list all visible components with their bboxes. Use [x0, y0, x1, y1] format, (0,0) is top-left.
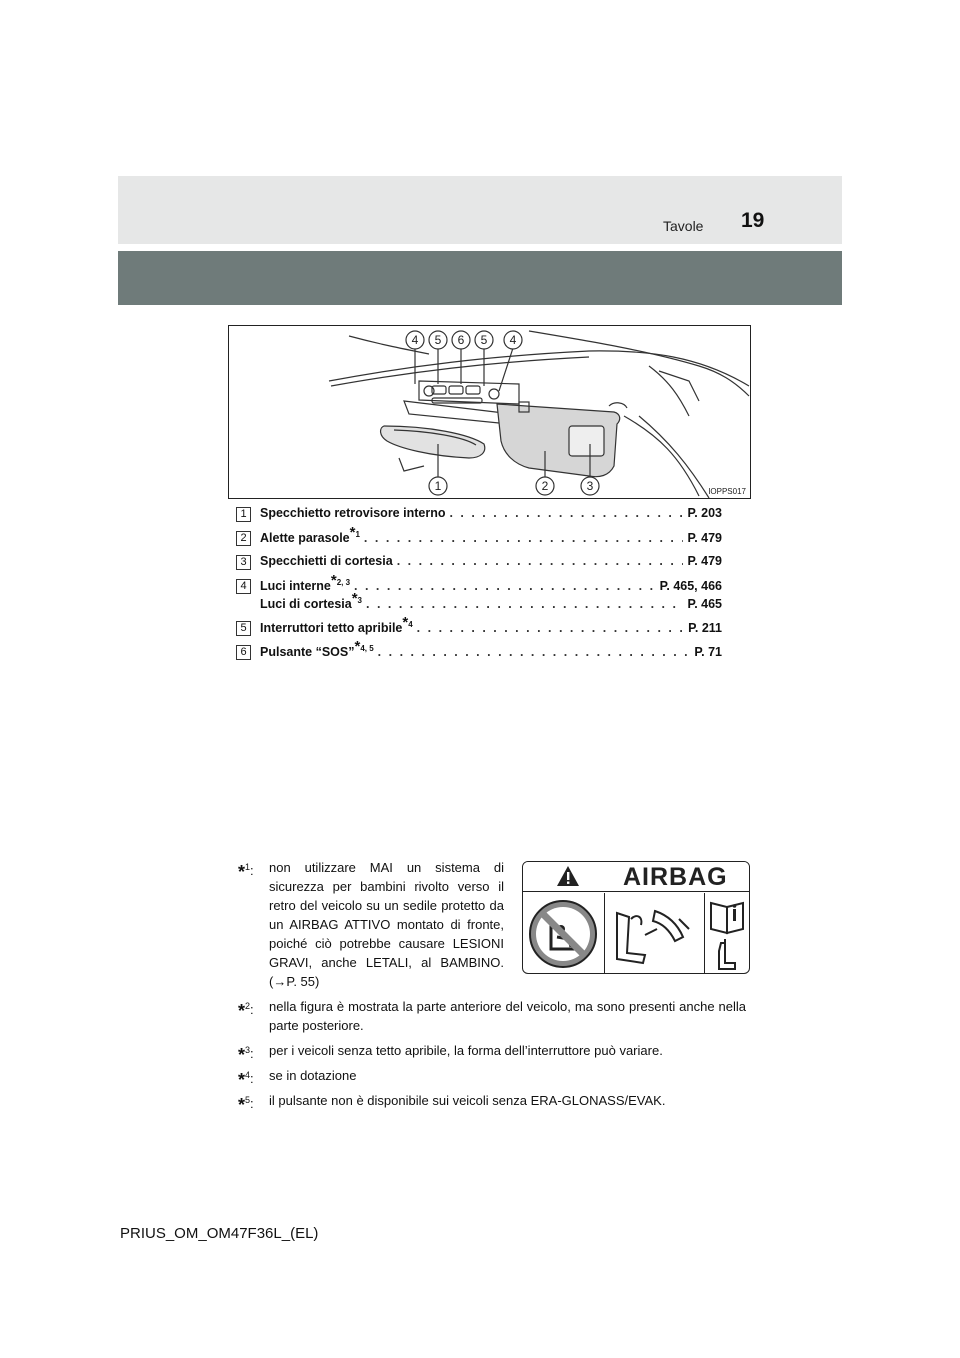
header-band [118, 176, 842, 244]
legend-label: Luci interne [260, 579, 331, 593]
footnote: *$^3$: per i veicoli senza tetto apribile, la forma dell’interruttore può variare. [238, 1041, 746, 1060]
overhead-console-figure [228, 325, 751, 499]
no-rear-facing-child-seat-icon [523, 893, 603, 974]
interior-illustration [229, 326, 751, 499]
legend-item: 5 Interruttori tetto apribile$^{*4}$ . . . P. 211 [236, 618, 722, 640]
legend-number: 6 [236, 645, 251, 660]
legend-number: 1 [236, 507, 251, 522]
legend-item: 2 Alette parasole$^{*1}$ . . . P. 479 [236, 528, 722, 550]
callout-text: 1 [434, 479, 442, 493]
page-reference[interactable]: P. 479 [687, 554, 722, 568]
callout-text: 4 [411, 333, 419, 347]
footnote-number: 1 [245, 862, 251, 872]
legend-number: 3 [236, 555, 251, 570]
header-dark-band [118, 251, 842, 305]
page-reference[interactable]: P. 465, 466 [659, 579, 722, 593]
page-number: 19 [741, 209, 765, 232]
footnote: *$^1$: non utilizzare MAI un sistema di sicurezza per bambini rivolto verso il retro del veicolo su un sedile protetto da un AIRBAG ATTIVO montato di fronte, poiché ciò potrebbe causare LESIONI GRAVI, anche LETALI, al BAMBINO. (→P. 55) [238, 860, 504, 989]
legend-number: 4 [236, 579, 251, 594]
footnote-text: se in dotazione [269, 1068, 357, 1083]
callout-text: 6 [457, 333, 465, 347]
footnote: *$^5$: il pulsante non è disponibile sui veicoli senza ERA-GLONASS/EVAK. [238, 1091, 746, 1110]
page-reference[interactable]: P. 71 [694, 645, 722, 659]
legend-label: Specchietti di cortesia [260, 554, 393, 568]
callout-text: 2 [541, 479, 549, 493]
footnote-text: per i veicoli senza tetto apribile, la forma dell’interruttore può variare. [269, 1043, 663, 1058]
page-reference[interactable]: P. 465 [687, 597, 722, 611]
callout-text: 5 [480, 333, 488, 347]
legend-item: 6 Pulsante “SOS”$^{*4, 5}$ . . . P. 71 [236, 642, 722, 664]
footnote-number: 5 [245, 1095, 251, 1105]
callout-text: 4 [509, 333, 517, 347]
airbag-warning-label [522, 861, 750, 974]
document-code: PRIUS_OM_OM47F36L_(EL) [120, 1225, 319, 1242]
footnote-ref: 1 [355, 530, 360, 539]
callout-text: 3 [586, 479, 594, 493]
footnote: *$^2$: nella figura è mostrata la parte anteriore del veicolo, ma sono presenti anche nella parte posteriore. [238, 999, 746, 1033]
legend-item [236, 552, 722, 574]
figure-code: IOPPS017 [708, 487, 746, 496]
legend-label: Pulsante “SOS” [260, 645, 355, 659]
legend-list [236, 504, 722, 666]
legend-label: Luci di cortesia [260, 597, 352, 611]
legend-item: 4 Luci interne$^{*2, 3}$ . . . P. 465, 466 Luci di cortesia$^{*3}$ . . . P. 465 [236, 576, 722, 616]
footnote-text: nella figura è mostrata la parte anteriore del veicolo, ma sono presenti anche nella parte posteriore. [269, 999, 746, 1033]
page-reference[interactable]: P. 211 [688, 621, 722, 635]
footnote-ref: 4 [408, 620, 413, 629]
footnote-ref: 3 [357, 596, 362, 605]
airbag-word: AIRBAG [623, 863, 728, 891]
legend-number: 2 [236, 531, 251, 546]
legend-label: Interruttori tetto apribile [260, 621, 403, 635]
page-reference[interactable]: P. 203 [687, 506, 722, 520]
page-reference[interactable]: P. 479 [687, 531, 722, 545]
warning-triangle-icon [556, 865, 580, 887]
footnote-ref: 2, 3 [336, 578, 351, 587]
section-title: Tavole [663, 218, 704, 234]
legend-label: Specchietto retrovisore interno [260, 506, 446, 520]
legend-label: Alette parasole [260, 531, 350, 545]
read-manual-icon [705, 893, 750, 974]
airbag-deploy-icon [605, 893, 705, 974]
callout-text: 5 [434, 333, 442, 347]
footnote-text: il pulsante non è disponibile sui veicoli senza ERA-GLONASS/EVAK. [269, 1093, 666, 1108]
footnote-ref: 4, 5 [360, 644, 374, 653]
footnote-number: 2 [245, 1001, 251, 1011]
footnote-number: 4 [245, 1070, 251, 1080]
legend-item [236, 504, 722, 526]
footnote-number: 3 [245, 1045, 251, 1055]
legend-number: 5 [236, 621, 251, 636]
footnote: *$^4$: se in dotazione [238, 1066, 746, 1085]
footnote-text: non utilizzare MAI un sistema di sicurezza per bambini rivolto verso il retro del veicolo su un sedile protetto da un AIRBAG ATTIVO montato di fronte, poiché ciò potrebbe causare LESIONI GRAVI, anche LETALI, al BAMBINO. (→P. 55) [269, 860, 504, 989]
